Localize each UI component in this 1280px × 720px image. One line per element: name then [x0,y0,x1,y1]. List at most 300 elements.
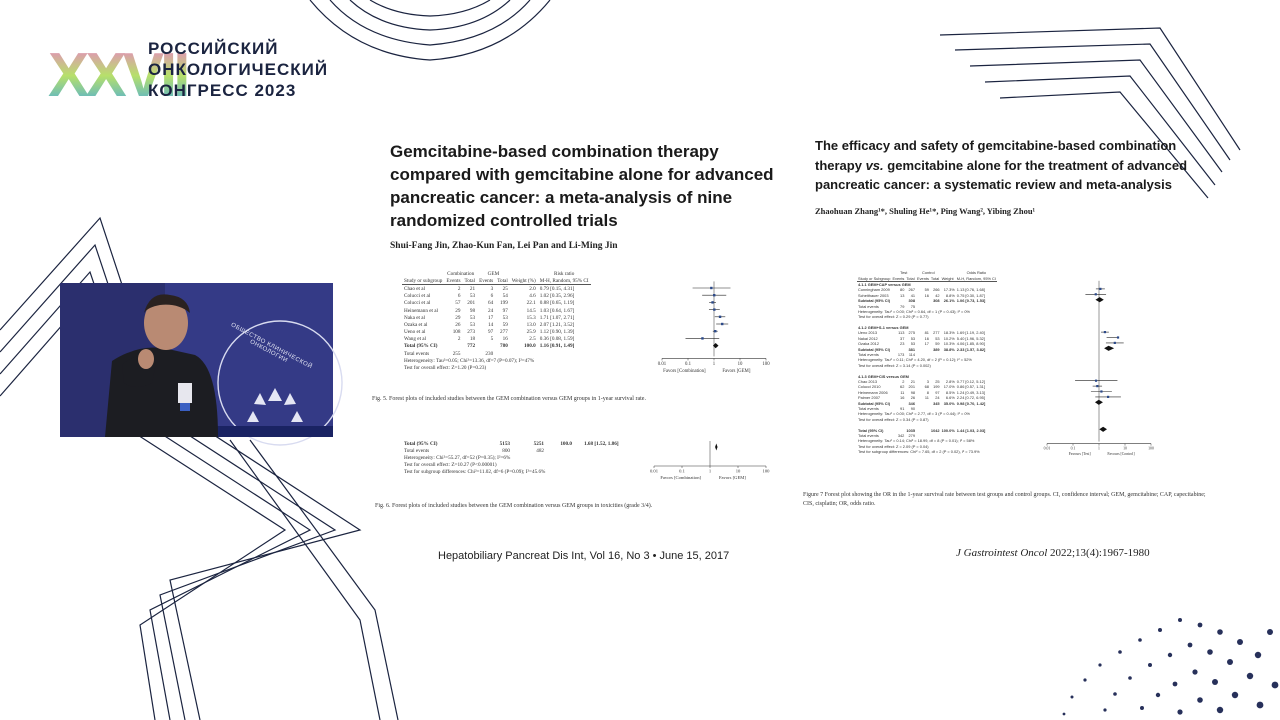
estimate-square [1095,293,1097,295]
table-cell: 389 [933,346,940,352]
fig6-overall-effect: Test for overall effect: Z=10.27 (P<0.00001) [404,462,497,469]
table-cell: 800 [502,447,510,454]
table-row [857,384,997,389]
table-cell: Heterogeneity: Tau² = 0.00; Chi² = 0.64, df = 1 (P = 0.43); I² = 0% [858,308,970,314]
estimate-square [1095,380,1097,382]
table-cell: 0.77 [0.12, 5.12] [956,379,985,384]
table-cell: 0.79 [0.15, 4.31] [539,285,575,292]
table-cell: 2.24 [0.72, 6.95] [956,395,985,401]
fig7-plot-area [1037,270,1157,486]
estimate-square [1117,336,1119,338]
fig7-col-weight: Weight [941,275,954,281]
logo-line-3: КОНГРЕСС 2023 [148,81,297,100]
table-cell: 308 [933,298,940,304]
table-cell: 10.2% [943,335,955,341]
table-cell: 1.24 [0.49, 3.13] [956,389,985,395]
table-cell: 75 [910,303,916,309]
tick-label: 1 [712,362,716,368]
fig5-header-row [402,277,591,285]
table-cell: 1.69 [1.19, 2.40] [956,330,985,336]
table-cell: 1.44 [1.03, 2.03] [956,427,986,433]
right-paper-title [815,136,1215,195]
table-cell: Ueno et al [404,329,426,336]
fig7-group-test: Test [900,270,908,276]
table-cell: Total (95% CI) [404,440,438,447]
fig5-col-events: Events [446,277,461,284]
logo-numeral [48,36,187,110]
fig7-header-row [857,275,997,281]
favours-right-label: Favors [GEM] [718,475,746,481]
table-row [402,329,591,336]
table-cell: Colucci 2010 [858,384,881,390]
table-row [857,390,997,395]
table-cell: 17.0% [943,384,955,390]
table-cell: Total events [858,352,879,358]
fig5-table [402,270,591,372]
tick-label: 0.1 [685,362,691,368]
table-cell: 26 [910,395,916,401]
table-cell: 90 [910,405,916,411]
table-cell: 100.0% [941,427,955,433]
table-cell: Cunningham 2009 [858,287,890,293]
table-cell: 53 [469,314,476,321]
tick-label: 0.1 [1070,446,1076,451]
estimate-square [1114,342,1116,344]
table-cell: 62 [900,384,905,390]
table-cell: 25 [502,285,508,292]
fig5-group-rr: Risk ratio [553,270,575,277]
table-cell: 53 [469,321,476,328]
table-cell: 1.68 [1.52, 1.86] [584,440,619,447]
tick-label: 0.1 [679,468,685,474]
table-cell: Ueno 2013 [858,330,878,336]
table-cell: 780 [500,343,508,350]
table-cell: 308 [908,298,916,304]
fig5-col-total: Total [497,277,508,284]
table-cell: 100.0 [524,343,536,350]
table-cell: Heterogeneity: Tau² = 0.14; Chi² = 18.99, df = 8 (P = 0.01); I² = 58% [858,438,975,444]
table-cell: Total events [858,303,879,309]
fig6-caption: Fig. 6. Forest plots of included studies between the GEM combination versus GEM groups in toxicities (grade 3/4). [375,503,653,509]
tick-label: 1 [1098,446,1100,451]
estimate-square [713,308,715,310]
table-cell: Scheithauer 2003 [858,292,889,298]
tick-label: 100 [762,468,770,474]
table-cell: 8.8% [945,292,955,298]
table-cell: 199 [933,384,940,390]
table-cell: 277 [933,330,940,336]
table-cell: 0.36 [0.08, 1.59] [539,336,575,343]
table-cell: 68 [924,384,929,390]
table-cell: Test for overall effect: Z = 0.29 (P = 0.77) [858,314,929,320]
summary-diamond [1104,346,1114,351]
tick-label: 0.01 [649,468,659,474]
table-cell: 97 [488,329,494,336]
fig5-plot-area [650,270,772,390]
right-journal-citation [956,547,1150,559]
table-cell [916,298,930,303]
table-cell: 772 [467,343,476,350]
table-cell: Chao et al [404,285,426,292]
left-journal-citation: Hepatobiliary Pancreat Dis Int, Vol 16, No 3 • June 15, 2017 [438,550,730,562]
right-title-part-b: gemcitabine alone for the treatment of advanced pancreatic cancer: a systematic review and meta-analysis [815,157,1188,192]
table-cell: 346 [908,400,916,406]
fig5-total-label: Total (95% CI) [404,343,438,350]
table-cell: 21 [469,285,476,292]
table-cell: 16 [502,336,508,343]
table-cell: 14 [488,321,494,328]
tick-label: 10 [1123,446,1127,451]
table-cell: 35.0% [943,400,955,406]
fig5-events-row [402,350,591,357]
table-cell: 2 [457,285,461,292]
society-badge-text: ОБЩЕСТВО КЛИНИЧЕСКОЙ ОНКОЛОГИИ [229,322,314,371]
table-cell: 173 [897,352,905,358]
table-row [857,449,997,454]
summary-diamond [715,444,717,451]
table-cell: 53 [935,335,940,341]
table-cell: 81 [924,330,929,336]
fig5-group-combination: Combination [447,270,475,277]
estimate-square [1107,396,1109,398]
table-cell: 1.12 [0.90, 1.39] [539,329,575,336]
table-cell: 59 [924,287,929,293]
table-cell: 0.75 [0.30, 1.87] [956,292,985,298]
table-cell [916,346,930,351]
table-cell: Test for subgroup differences: Chi² = 7.65, df = 2 (P = 0.02), I² = 73.9% [858,449,980,455]
tick-label: 0.01 [1043,446,1051,451]
fig5-forest-plot [402,270,772,402]
fig7-col-study: Study or Subgroup [858,275,891,281]
table-cell: 1042 [930,427,940,433]
table-cell: Total events [404,350,430,357]
table-cell: Subtotal (95% CI) [858,400,890,406]
table-cell: 57 [455,300,461,307]
fig7-caption: Figure 7 Forest plot showing the OR in the 1-year survival rate between test groups and control groups. CI, confidence interval; GEM, gemcitabine; CAP, capecitabine; CIS, cisplatin; OR, odds ratio. [803,492,1206,507]
table-cell: Colucci et al [404,293,431,300]
table-cell [916,400,930,405]
table-cell: 29 [455,314,461,321]
fig6-total-row [402,440,621,447]
table-cell: 6 [490,293,494,300]
table-cell [477,343,495,350]
table-cell: 14.5 [526,307,536,314]
fig6-forest-plot [402,440,772,490]
table-cell: 5 [490,336,494,343]
table-cell: 53 [469,293,476,300]
table-cell: 53 [910,335,916,341]
table-cell: 201 [908,384,916,390]
table-cell: 98 [469,307,476,314]
fig5-overall-effect: Test for overall effect: Z=1.20 (P=0.23) [404,365,487,372]
fig5-col-events: Events [479,277,494,284]
fig7-col-events: Events [892,275,905,281]
table-cell: Total events [404,447,430,454]
table-cell: 26 [455,321,461,328]
table-row [857,395,997,400]
table-cell: Subtotal (95% CI) [858,346,890,352]
favours-left-label: Favors [Combination] [660,475,702,481]
tick-label: 1 [708,468,712,474]
table-cell: 25.9 [526,329,536,336]
estimate-square [711,301,713,303]
logo-line-2: ОНКОЛОГИЧЕСКИЙ [148,60,329,79]
fig5-caption: Fig. 5. Forest plots of included studies between the GEM combination versus GEM groups in 1-year survival rate. [372,396,646,402]
fig7-col-events: Events [917,275,929,281]
table-cell: Chao 2013 [858,379,878,384]
fig5-total-row [402,343,591,350]
table-cell: 91 [900,405,905,411]
logo-line-1: РОССИЙСКИЙ [148,39,279,58]
table-cell: 29 [455,307,461,314]
table-cell: Test for overall effect: Z = 2.09 (P = 0.04) [858,443,929,449]
table-cell: 273 [467,329,476,336]
table-cell: 1.71 [1.07, 2.71] [539,314,575,321]
fig7-group-control: Control [922,270,935,276]
table-cell: Heinemann 2006 [858,389,888,395]
table-cell: 13 [900,292,905,298]
table-cell: 79 [900,303,905,309]
table-cell: 98 [910,389,916,395]
favours-left-label: Favours [Test] [1068,452,1091,457]
table-row [857,427,997,432]
table-cell: 2.0 [529,285,536,292]
table-cell: 17 [488,314,494,321]
table-cell: 5251 [533,440,544,447]
table-cell: 2 [457,336,461,343]
table-cell: 230 [485,350,494,357]
table-cell: Wang et al [404,336,427,343]
table-cell: 255 [452,350,461,357]
table-cell: 275 [908,330,916,336]
table-cell: 201 [467,300,476,307]
table-row [402,307,591,314]
estimate-square [701,337,703,339]
table-cell: 18.3% [943,330,955,336]
table-cell: 24 [935,395,940,401]
estimate-square [710,287,712,289]
tick-label: 10 [735,468,741,474]
table-cell: 100.0 [560,440,572,447]
table-cell: Ozaka et al [404,321,428,328]
table-cell: 22.1 [526,300,536,307]
table-cell: 1.03 [0.64, 1.67] [539,307,575,314]
fig5-group-header-row [402,270,591,277]
favours-right-label: Favours [Control] [1107,452,1135,457]
table-cell: 279 [908,432,916,438]
table-cell: 1035 [906,427,916,433]
table-cell: 11 [924,395,929,401]
table-cell: 59 [502,321,508,328]
table-cell: 2.8% [945,379,955,384]
right-paper-authors: Zhaohuan Zhang¹*, Shuling He¹*, Ping Wang², Yibing Zhou¹ [815,206,1036,216]
table-cell: 10.3% [943,341,955,347]
table-cell: 8.5% [945,389,955,395]
table-cell: 54 [502,293,508,300]
table-cell: 24 [488,307,494,314]
table-cell: 97 [935,389,940,395]
fig5-col-total: Total [464,277,476,284]
tick-label: 100 [1148,446,1154,451]
table-cell: 59 [935,341,940,347]
table-cell: 381 [908,346,916,352]
table-cell: Ozaka 2012 [858,341,879,347]
fig5-col-ci: M-H, Random, 95% CI [539,277,589,284]
table-cell: 6 [457,293,461,300]
estimate-square [714,330,716,332]
right-title-vs: vs. [865,157,884,173]
table-cell: Test for overall effect: Z = 0.34 (P = 0.87) [858,416,929,422]
journal-volume: 2022;13(4):1967-1980 [1047,547,1150,559]
table-cell: Total (95% CI) [858,427,884,433]
tick-label: 100 [762,362,770,368]
right-title-part-a: The efficacy and safety of gemcitabine-based combination therapy [815,138,1177,173]
table-cell: Colucci et al [404,300,431,307]
table-cell: 113 [898,330,905,336]
logo-title [148,38,328,101]
table-cell: 64 [488,300,494,307]
tick-label: 10 [737,362,743,368]
table-cell: 5.40 [1.96, 5.32] [956,335,985,341]
table-cell: 1.13 [0.76, 1.68] [956,287,985,293]
table-cell: Test for overall effect: Z = 3.14 (P = 0.002) [858,362,931,368]
fig6-subgroup: Test for subgroup differences: Chi²=11.02, df=6 (P=0.09); I²=45.6% [404,469,546,476]
table-cell: 16 [924,292,929,298]
table-row [402,314,591,321]
estimate-square [1096,385,1098,387]
fig7-col-total: Total [906,275,915,281]
fig7-col-ci: M-H, Random, 95% CI [956,275,996,281]
estimate-square [1100,390,1102,392]
estimate-square [1104,331,1106,333]
table-row [857,293,997,298]
table-cell: 37 [900,335,905,341]
favours-left-label: Favors [Combination] [663,369,706,374]
table-cell: Total events [858,432,879,438]
table-cell: 80 [900,287,905,293]
table-cell: 277 [500,329,508,336]
table-cell: 8 [926,389,929,395]
table-cell: 25 [935,379,940,384]
table-cell: 97 [502,307,508,314]
table-cell: 42 [935,292,940,298]
table-cell: 53 [910,341,916,347]
table-cell: Heinemann et al [404,307,438,314]
table-cell: 114 [908,352,916,358]
congress-logo [48,36,329,110]
table-cell: 1.02 [0.35, 2.96] [539,293,575,300]
table-cell: 1.16 [0.91, 1.49] [539,343,575,350]
table-row [857,298,997,303]
table-cell: 38.8% [943,346,955,352]
table-row [402,293,591,300]
table-cell: 2.07 [1.21, 3.52] [539,321,575,328]
table-cell: 266 [933,287,940,293]
fig6-heterogeneity: Heterogeneity: Chi²=55.27, df=52 (P=0.35); I²=6% [404,454,511,461]
table-row [402,300,591,307]
estimate-square [1099,288,1101,290]
table-cell: 21 [910,379,916,384]
table-cell: 17.3% [943,287,955,293]
fig5-col-study: Study or subgroup [404,277,443,284]
table-cell: 4.1.1 GEM+CAP versus GEM [858,281,911,287]
fig6-table [402,440,621,476]
left-paper-authors: Shui-Fang Jin, Zhao-Kun Fan, Lei Pan and Li-Ming Jin [390,241,618,251]
table-row [857,346,997,351]
fig5-col-weight: Weight (%) [511,277,536,284]
table-cell: 4.1.2 GEM+S-1 versus GEM [858,325,909,331]
table-cell: 0.98 [0.70, 1.42] [956,400,986,406]
table-cell: 6.6% [945,395,955,401]
table-cell: 2 [902,379,905,384]
table-cell: 342 [897,432,905,438]
table-cell: Palmer 2007 [858,395,881,401]
table-cell: 11 [900,389,905,395]
fig7-col-total: Total [930,275,940,281]
table-cell: Nakai 2012 [858,335,878,341]
favours-right-label: Favors [GEM] [722,369,751,374]
table-cell: 0.86 [0.57, 1.31] [956,384,985,390]
table-cell: 2.33 [1.57, 3.82] [956,346,986,352]
fig5-heterogeneity: Heterogeneity: Tau²=0.05; Chi²=13.36, df=7 (P=0.07); I²=47% [404,357,535,364]
table-cell: 13.0 [526,321,536,328]
table-cell [916,427,930,432]
logo-number-text: XXVII [48,41,187,110]
table-cell: 267 [908,287,916,293]
table-cell: 53 [502,314,508,321]
summary-diamond [1095,400,1103,405]
summary-diamond [1095,297,1103,302]
estimate-square [713,294,715,296]
table-cell: 23 [900,341,905,347]
estimate-square [721,323,723,325]
fig7-forest-plot [857,270,1157,486]
table-row [402,285,591,293]
table-cell: 4.6 [529,293,536,300]
table-cell: 0.88 [0.65, 1.19] [539,300,575,307]
table-cell: 1.06 [0.73, 1.53] [956,298,986,304]
table-row [857,341,997,346]
table-cell: 16 [924,335,929,341]
table-cell: 18 [469,336,476,343]
table-cell: 199 [500,300,508,307]
table-cell: Total events [858,405,879,411]
left-paper-title: Gemcitabine-based combination therapy compared with gemcitabine alone for advanced pancreatic cancer: a meta-analysis of nine randomized controlled trials [390,142,774,230]
table-cell: 345 [933,400,940,406]
fig7-table [857,270,997,454]
table-row [857,287,997,292]
table-cell: Heterogeneity: Tau² = 0.00; Chi² = 2.77, df = 3 (P = 0.44); I² = 0% [858,411,970,417]
table-cell [444,343,462,350]
table-row [402,321,591,328]
table-cell: 41 [910,292,916,298]
table-cell: Subtotal (95% CI) [858,298,890,304]
table-cell: 15.3 [526,314,536,321]
table-cell: 482 [536,447,544,454]
table-cell: 4.06 [1.85, 8.90] [956,341,985,347]
fig5-group-gem: GEM [487,270,500,277]
summary-diamond [1099,427,1107,432]
fig7-group-or: Odds Ratio [966,270,987,276]
table-cell: 26.1% [943,298,955,304]
tick-label: 0.01 [657,362,667,368]
table-cell: 3 [490,285,494,292]
speaker-video [60,283,333,437]
fig6-plot-area [646,440,772,486]
table-cell: 3 [926,379,929,384]
table-cell: Naka et al [404,314,426,321]
table-cell: 2.5 [529,336,536,343]
